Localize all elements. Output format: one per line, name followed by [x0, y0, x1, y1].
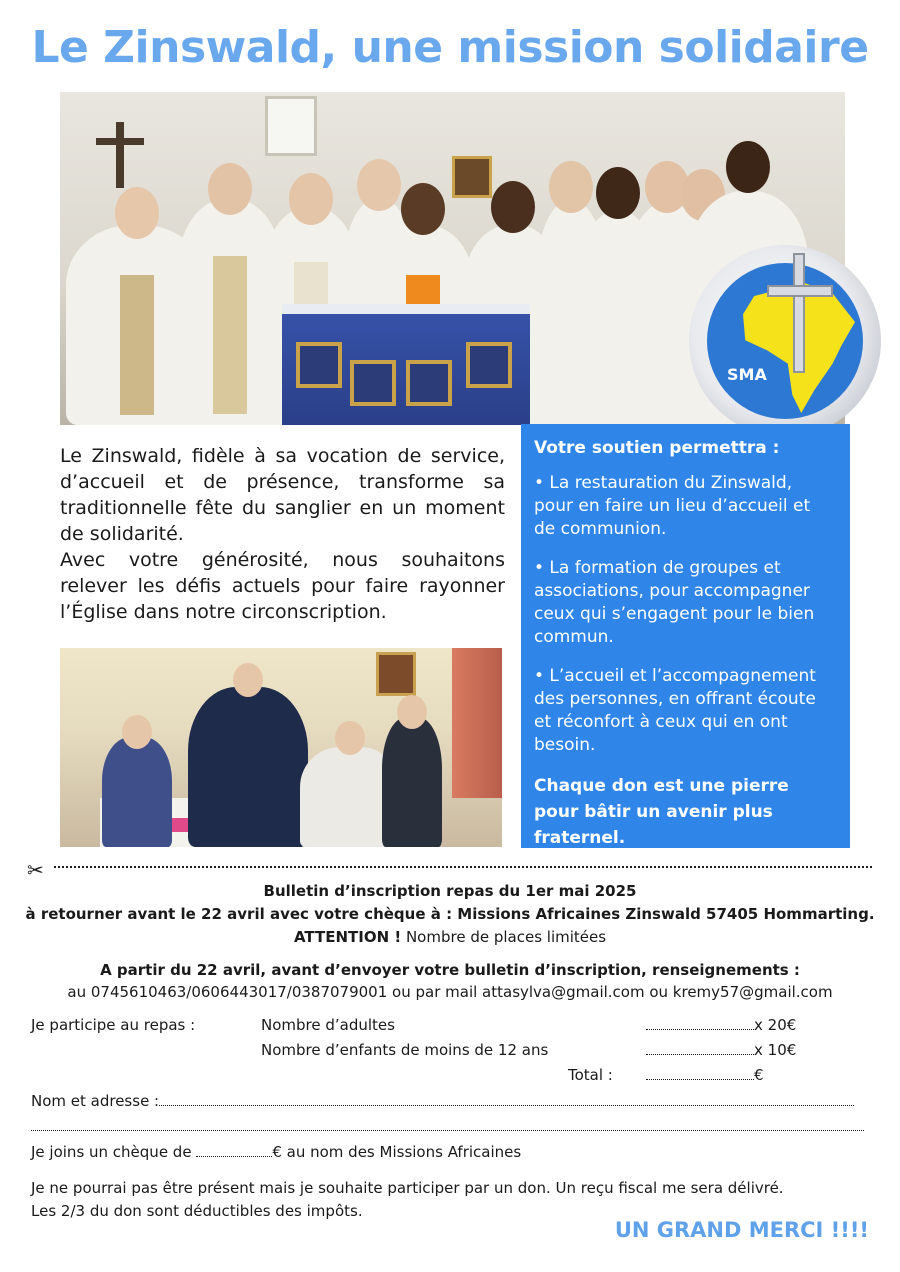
- painting-image: [376, 652, 416, 696]
- children-label: Nombre d’enfants de moins de 12 ans: [261, 1041, 549, 1059]
- religious-icon-painting: [452, 156, 492, 198]
- cheque-prefix: Je joins un chèque de: [31, 1143, 197, 1161]
- contact-info: [0, 959, 900, 1003]
- diner-figure: [382, 717, 442, 847]
- address-field[interactable]: [31, 1119, 864, 1131]
- support-item: • La formation de groupes et associations, pour accompagner ceux qui s’engagent pour le bien commun.: [534, 558, 815, 647]
- adults-field[interactable]: [646, 1018, 754, 1030]
- scissors-icon: ✂: [27, 858, 44, 882]
- dining-hall-photo: [60, 648, 502, 847]
- info-heading: A partir du 22 avril, avant d’envoyer votre bulletin d’inscription, renseignements :: [100, 961, 800, 979]
- bulletin-attention: ATTENTION ! Nombre de places limitées: [293, 928, 607, 946]
- bulletin-return: à retourner avant le 22 avril avec votre chèque à : Missions Africaines Zinswald 57405 Hommarting.: [25, 905, 875, 923]
- total-field[interactable]: [646, 1068, 754, 1080]
- page-title: Le Zinswald, une mission solidaire: [31, 22, 869, 73]
- total-suffix: €: [754, 1066, 764, 1084]
- sma-logo: [689, 245, 881, 437]
- children-field[interactable]: [646, 1043, 754, 1055]
- support-item: • L’accueil et l’accompagnement des personnes, en offrant écoute et réconfort à ceux qui en ont besoin.: [534, 666, 816, 755]
- support-heading: Votre soutien permettra :: [534, 438, 780, 458]
- info-contacts: au 0745610463/0606443017/0387079001 ou par mail attasylva@gmail.com ou kremy57@gmail.com: [67, 983, 833, 1001]
- support-item: • La restauration du Zinswald, pour en faire un lieu d’accueil et de communion.: [534, 473, 811, 539]
- thanks-text: UN GRAND MERCI !!!!: [614, 1218, 869, 1242]
- support-box: [521, 424, 850, 848]
- name-label: Nom et adresse :: [31, 1092, 160, 1110]
- intro-text: [60, 443, 505, 625]
- adults-label: Nombre d’adultes: [261, 1016, 395, 1034]
- cheque-amount-field[interactable]: [196, 1145, 272, 1157]
- children-price: x 10€: [754, 1041, 797, 1059]
- intro-paragraph: Le Zinswald, fidèle à sa vocation de service, d’accueil et de présence, transforme sa traditionnelle fête du sanglier en un moment de solidarité.: [60, 445, 505, 545]
- donation-line: Je ne pourrai pas être présent mais je souhaite participer par un don. Un reçu fiscal me sera délivré.: [31, 1179, 784, 1197]
- donation-tax-line: Les 2/3 du don sont déductibles des impôts.: [31, 1202, 363, 1220]
- window-image: [265, 96, 317, 156]
- adults-price: x 20€: [754, 1016, 797, 1034]
- bulletin-title: Bulletin d’inscription repas du 1er mai 2025: [263, 882, 637, 900]
- altar: [282, 304, 530, 425]
- diner-figure: [102, 737, 172, 847]
- bulletin-header: [0, 880, 900, 949]
- total-label: Total :: [568, 1066, 613, 1084]
- intro-paragraph: Avec votre générosité, nous souhaitons relever les défis actuels pour faire rayonner l’Église dans notre circonscription.: [60, 549, 505, 623]
- support-closing: Chaque don est une pierre pour bâtir un avenir plus fraternel.: [534, 776, 789, 848]
- cut-line: [54, 866, 872, 868]
- participate-label: Je participe au repas :: [31, 1016, 196, 1034]
- logo-text: SMA: [727, 365, 767, 384]
- diner-figure: [188, 687, 308, 847]
- crucifix-icon: [116, 122, 124, 188]
- cross-icon: [793, 253, 805, 373]
- name-field[interactable]: [159, 1094, 854, 1106]
- cheque-suffix: € au nom des Missions Africaines: [272, 1143, 522, 1161]
